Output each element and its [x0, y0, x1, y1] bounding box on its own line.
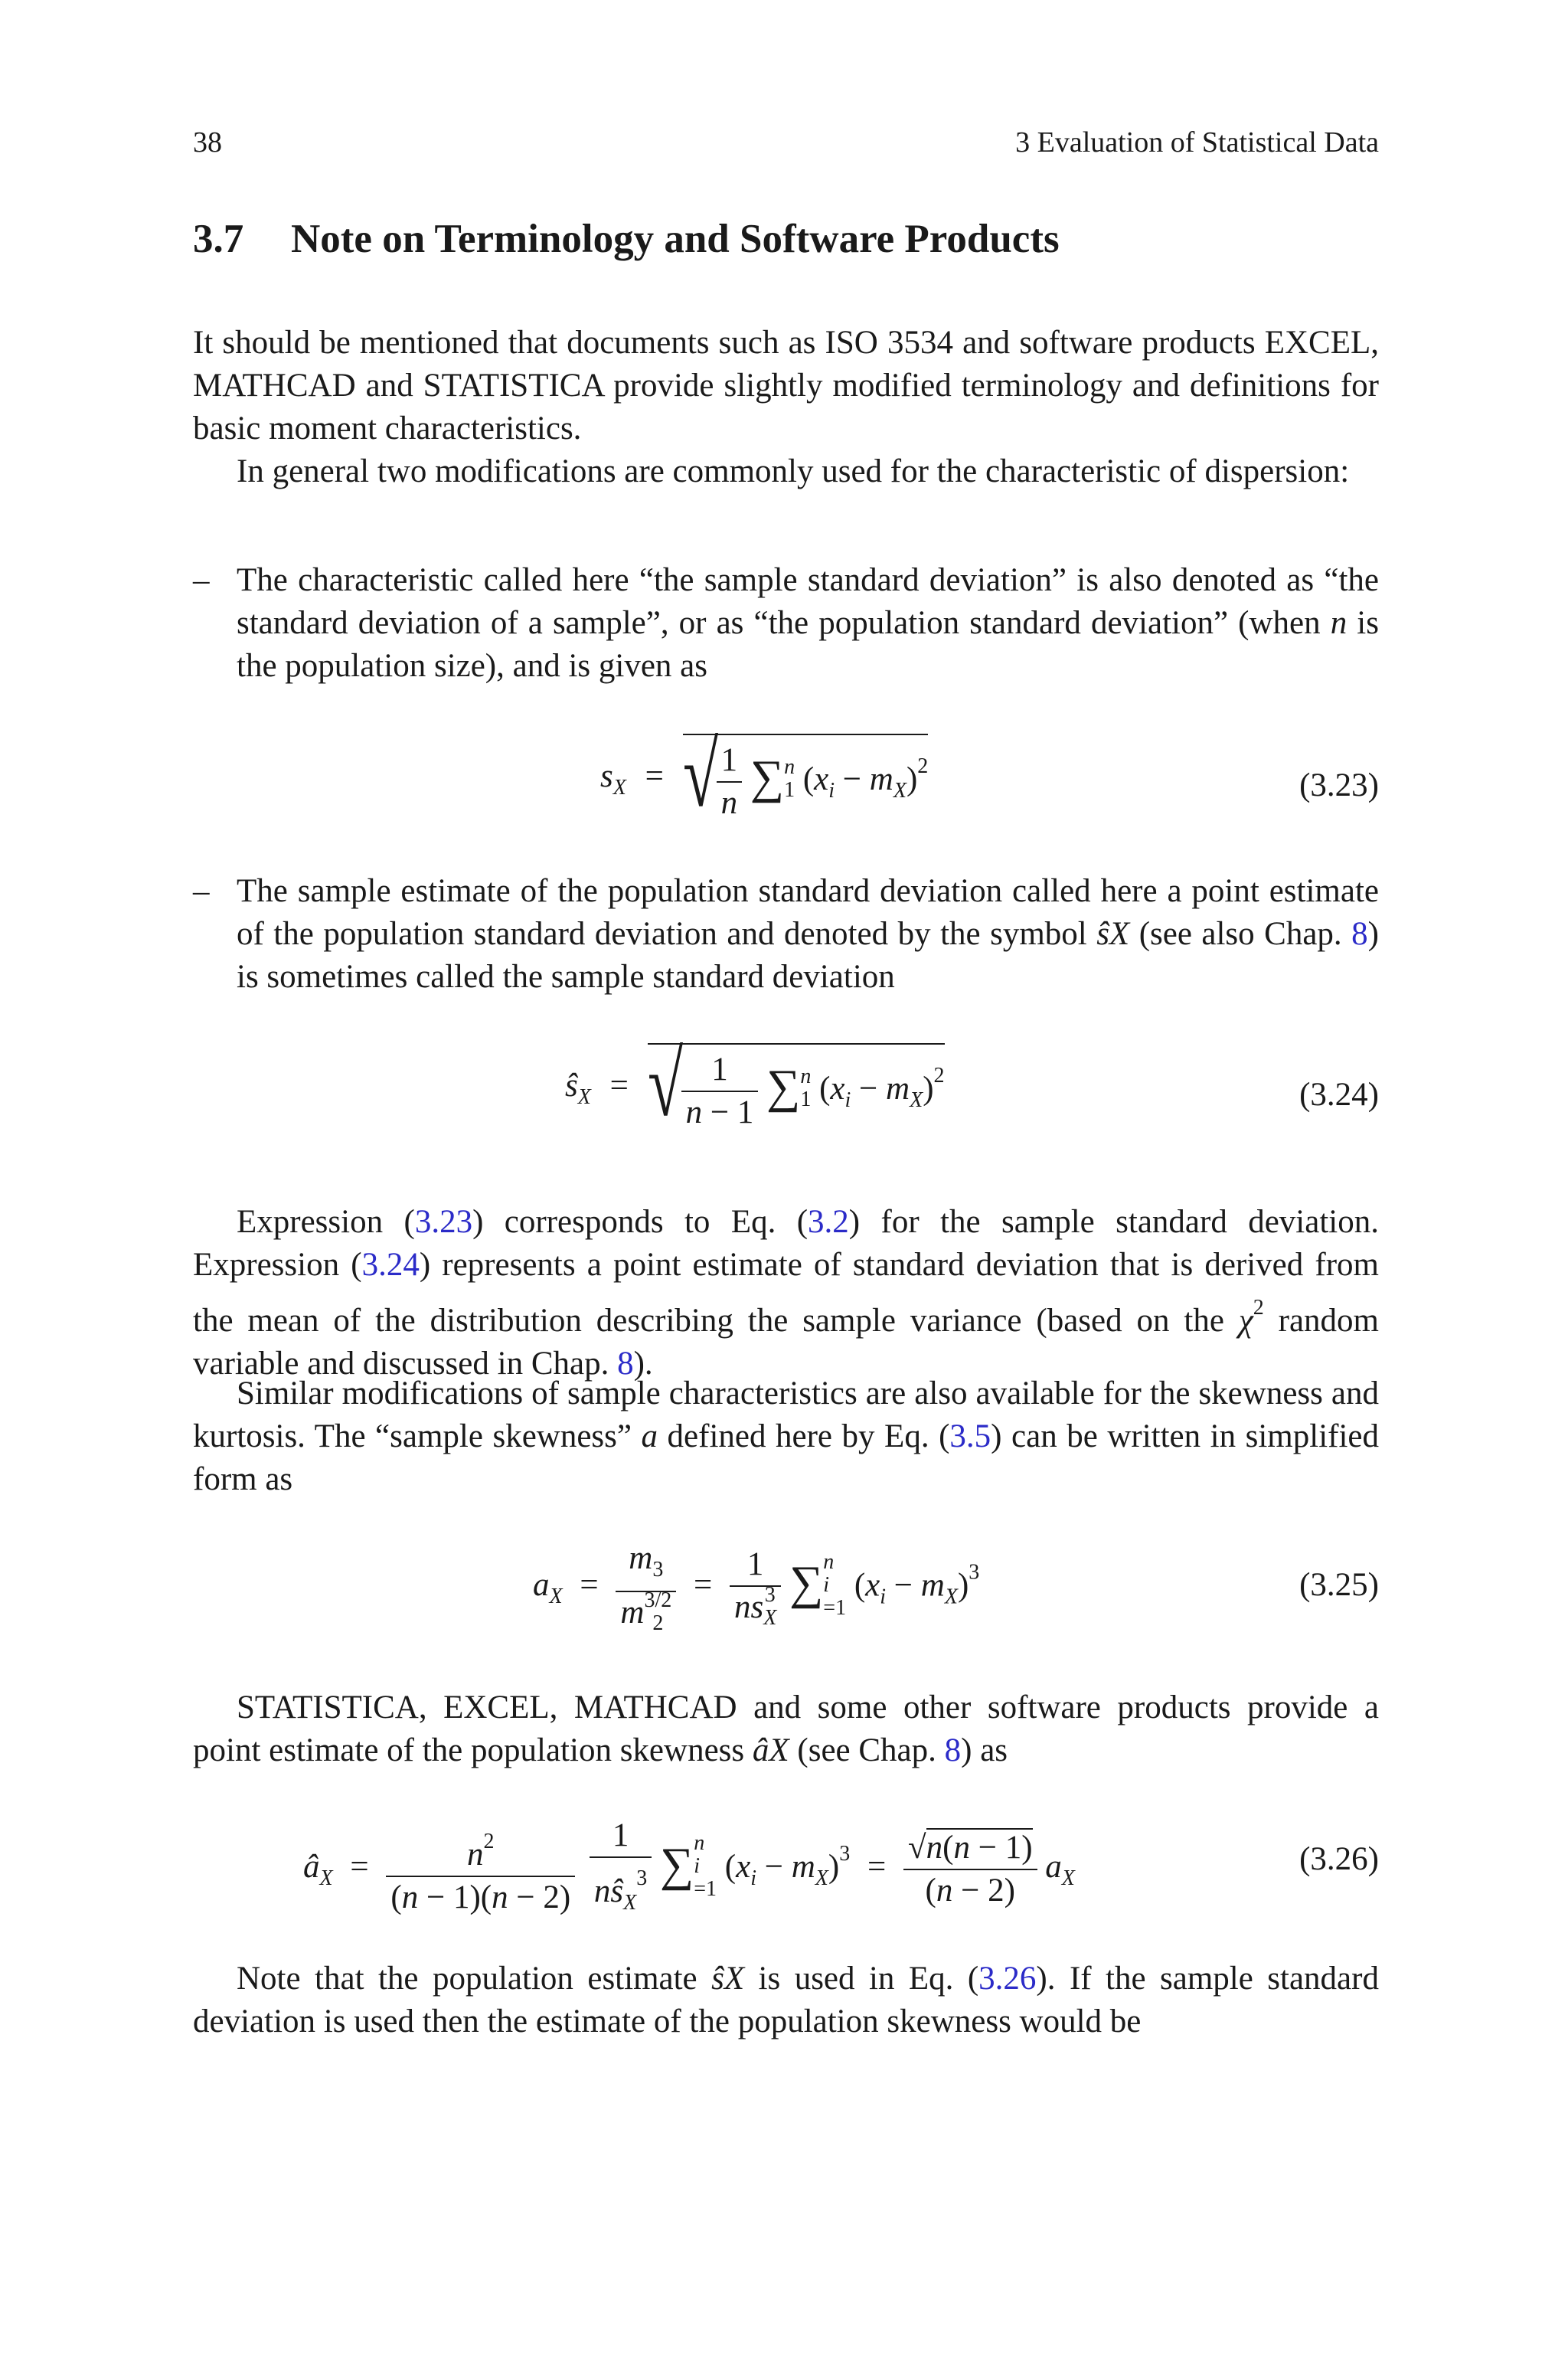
link-chap-8-c[interactable]: 8 — [944, 1732, 962, 1768]
bullet-item-2: – The sample estimate of the population standard deviation called here a point estimate of the population standard deviation and denoted by the symbol ŝX (see also Chap. 8) is sometimes called the sample standard deviation — [193, 870, 1379, 999]
bullet-item-1: – The characteristic called here “the sample standard deviation” is also denoted as “the standard deviation of a sample”, or as “the population standard deviation” (when n is the population size), and is given as — [193, 559, 1379, 688]
link-eq-3-23[interactable]: 3.23 — [414, 1204, 473, 1240]
section-heading — [193, 214, 1060, 263]
page-number: 38 — [193, 126, 222, 159]
link-eq-3-26[interactable]: 3.26 — [978, 1961, 1037, 1997]
section-title: Note on Terminology and Software Products — [291, 217, 1060, 261]
paragraph-note: Note that the population estimate ŝX is used in Eq. (3.26). If the sample standard deviation is used then the estimate of the population skewness would be — [193, 1961, 1379, 2039]
running-header: 3 Evaluation of Statistical Data — [1015, 126, 1379, 159]
paragraph-intro: It should be mentioned that documents such as ISO 3534 and software products EXCEL, MATHCAD and STATISTICA provide slightly modified terminology and definitions for basic moment characteristics. — [193, 325, 1379, 446]
link-chap-8-b[interactable]: 8 — [617, 1346, 634, 1382]
bullet-text-1: The characteristic called here “the sample standard deviation” is also denoted as “the standard deviation of a sample”, or as “the population standard deviation” (when n is the population size), and is given as — [237, 562, 1379, 684]
equation-3-26: $â_X$ = $\frac{n^2}{(n - 1)(n - 2)}$ $\frac{1}{nŝ_X^3}$ ∑ n i =1 $(x_i - m_X)^3$ = $\frac{√n(n - 1)}{(n - 2)}$ $a_X$ — [303, 1815, 1075, 1924]
link-eq-3-5[interactable]: 3.5 — [949, 1418, 991, 1454]
equation-number-3-25: (3.25) — [1299, 1567, 1379, 1603]
link-eq-3-24[interactable]: 3.24 — [361, 1247, 420, 1283]
equation-number-3-24: (3.24) — [1299, 1077, 1379, 1113]
equation-3-25: $a_X$ = $m_3$ m 3/2 2 = 1 ns 3 X ∑ n i =1 $(x_i - m_X)^3$ — [533, 1538, 979, 1638]
paragraph-software: STATISTICA, EXCEL, MATHCAD and some other software products provide a point estimate of the population skewness âX (see Chap. 8) as — [193, 1689, 1379, 1768]
equation-3-24: $ŝ_X$ = √ $\frac{1}{n - 1}$ ∑ n 1 $(x_i - m_X)^2$ — [565, 1033, 945, 1135]
paragraph-expression: Expression (3.23) corresponds to Eq. (3.2) for the sample standard deviation. Expression (3.24) represents a point estimate of standard deviation that is derived from the mean of the distribution describing the sample variance (based on the $\chi^2$ random variable and discussed in Chap. 8). — [193, 1204, 1379, 1382]
equation-number-3-23: (3.23) — [1299, 767, 1379, 803]
paragraph-skewness: Similar modifications of sample characteristics are also available for the skewness and kurtosis. The “sample skewness” a defined here by Eq. (3.5) can be written in simplified form as — [193, 1375, 1379, 1497]
bullet-text-2: The sample estimate of the population standard deviation called here a point estimate of the population standard deviation and denoted by the symbol ŝX (see also Chap. 8) is sometimes called the sample standard deviation — [237, 873, 1379, 995]
link-eq-3-2[interactable]: 3.2 — [808, 1204, 849, 1240]
link-chap-8[interactable]: 8 — [1351, 916, 1368, 952]
section-number: 3.7 — [193, 217, 244, 261]
equation-3-23: $s_X$ = √ $\frac{1}{n}$ ∑ n 1 $(x_i - m_X)^2$ — [600, 724, 929, 826]
paragraph-dispersion: In general two modifications are commonly used for the characteristic of dispersion: — [237, 453, 1350, 489]
equation-number-3-26: (3.26) — [1299, 1841, 1379, 1877]
